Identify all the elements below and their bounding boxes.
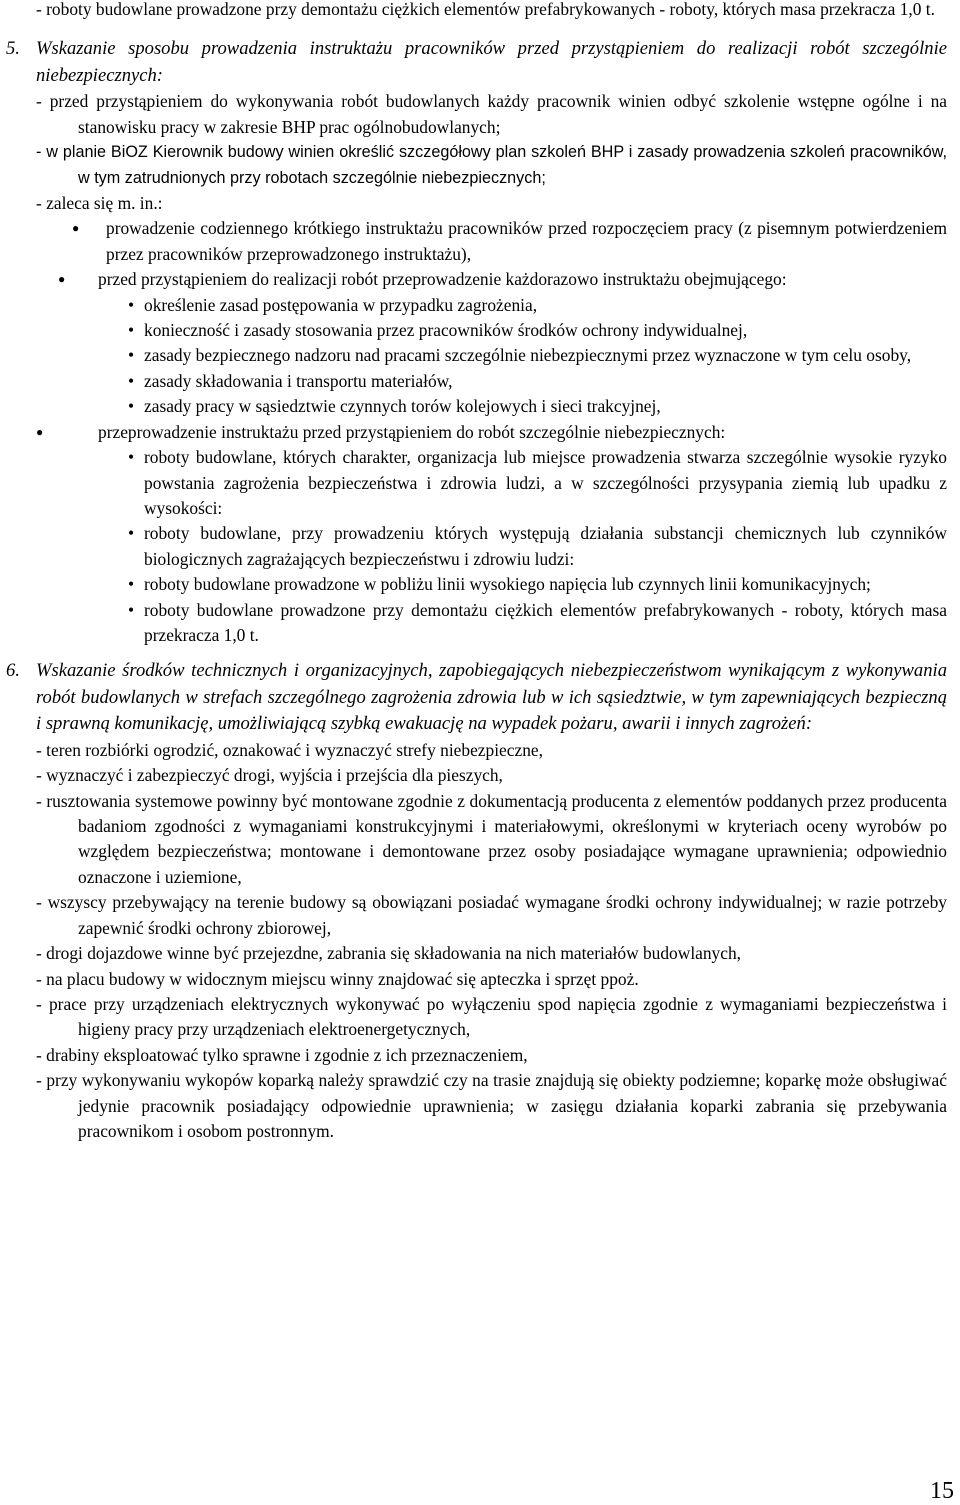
page-number: 15 (930, 1478, 954, 1504)
document-body (6, 0, 947, 1144)
sub-bullet: • roboty budowlane prowadzone przy demontażu ciężkich elementów prefabrykowanych - roboty, których masa przekracza 1,0 t. (128, 599, 947, 645)
bullet-icon: • (128, 574, 135, 595)
bullet-icon: • (128, 599, 135, 620)
bullet-icon: • (128, 294, 135, 315)
sub-bullet: • roboty budowlane, których charakter, organizacja lub miejsce prowadzenia stwarza szczególnie wysokie ryzyko powstania zagrożenia bezpieczeństwa i zdrowia ludzi, a w szczególności przysypania ziemią lub upadku z wysokości: (128, 447, 947, 518)
bullet-icon: • (128, 320, 135, 341)
section-6-item: - prace przy urządzeniach elektrycznych wykonywać po wyłączeniu spod napięcia zgodnie z wymaganiami bezpieczeństwa i higieny pracy przy urządzeniach elektroenergetycznych, (36, 993, 947, 1040)
section-6-title: Wskazanie środków technicznych i organizacyjnych, zapobiegających niebezpieczeństwom wynikającym z wykonywania robót budowlanych w strefach szczególnego zagrożenia zdrowia lub w ich sąsiedztwie, w tym zapewniających bezpieczną i sprawną komunikację, umożliwiającą szybką ewakuację na wypadek pożaru, awarii i innych zagrożeń: (36, 660, 947, 735)
sub-bullet: • zasady składowania i transportu materiałów, (36, 369, 947, 394)
bullet-instruction-dangerous-works: ● przeprowadzenie instruktażu przed przystąpieniem do robót szczególnie niebezpiecznych: (36, 420, 947, 445)
section-6-item: - drogi dojazdowe winne być przejezdne, zabrania się składowania na nich materiałów budowlanych, (36, 943, 742, 964)
black-circle-icon: ● (36, 424, 44, 439)
sub-bullet: • roboty budowlane, przy prowadzeniu których występują działania substancji chemicznych lub czynników biologicznych zagrażających bezpieczeństwu i zdrowiu ludzi: (128, 523, 947, 569)
section-5-item-2: - w planie BiOZ Kierownik budowy winien określić szczegółowy plan szkoleń BHP i zasady prowadzenia szkoleń pracowników, w tym zatrudnionych przy robotach szczególnie niebezpiecznych; (36, 143, 947, 187)
bullet-icon: • (128, 523, 135, 544)
section-6-item: - drabiny eksploatować tylko sprawne i zgodnie z ich przeznaczeniem, (36, 1044, 528, 1065)
section-5 (6, 36, 947, 89)
top-continuation-line: - roboty budowlane prowadzone przy demontażu ciężkich elementów prefabrykowanych - roboty, których masa przekracza 1,0 t. (36, 0, 935, 19)
section-6-item: - wszyscy przebywający na terenie budowy są obowiązani posiadać wymagane środki ochrony indywidualnej; w razie potrzeby zapewnić środki ochrony zbiorowej, (36, 892, 947, 938)
sub-bullet: • określenie zasad postępowania w przypadku zagrożenia, (36, 293, 947, 318)
section-6-item: - rusztowania systemowe powinny być montowane zgodnie z dokumentacją producenta z elementów poddanych przez producenta badaniom zgodności z wymaganiami konstrukcyjnymi i materiałowymi, określonymi w kryteriach oceny wyrobów po względem bezpieczeństwa; montowane i demontowane przez osoby posiadające wymagane uprawnienia; odpowiednio oznaczone i uziemione, (36, 790, 947, 887)
bullet-icon: • (128, 447, 135, 468)
section-6-item: - wyznaczyć i zabezpieczyć drogi, wyjścia i przejścia dla pieszych, (36, 765, 503, 786)
section-6-item: - na placu budowy w widocznym miejscu winny znajdować się apteczka i sprzęt ppoż. (36, 968, 639, 989)
sub-bullet: • konieczność i zasady stosowania przez pracowników środków ochrony indywidualnej, (36, 318, 947, 343)
bullet-icon: • (128, 396, 135, 417)
sub-bullet: • roboty budowlane prowadzone w pobliżu linii wysokiego napięcia lub czynnych linii komunikacyjnych; (36, 572, 947, 597)
bullet-icon: • (128, 345, 135, 366)
section-6 (6, 658, 947, 738)
section-6-item: - teren rozbiórki ogrodzić, oznakować i wyznaczyć strefy niebezpieczne, (36, 739, 543, 760)
bullet-instruction-daily: ● prowadzenie codziennego krótkiego instruktażu pracowników przed rozpoczęciem pracy (z pisemnym potwierdzeniem przez pracowników przeprowadzonego instruktażu), (72, 218, 947, 264)
sub-bullet: • zasady bezpiecznego nadzoru nad pracami szczególnie niebezpiecznymi przez wyznaczone w tym celu osoby, (36, 343, 947, 368)
section-5-title: Wskazanie sposobu prowadzenia instruktażu pracowników przed przystąpieniem do realizacji robót szczególnie niebezpiecznych: (36, 38, 947, 86)
section-6-item: - przy wykonywaniu wykopów koparką należy sprawdzić czy na trasie znajdują się obiekty podziemne; koparkę może obsługiwać jedynie pracownik posiadający odpowiednie uprawnienia; w zasięgu działania koparki zabrania się przebywania pracownikom i osobom postronnym. (36, 1070, 947, 1141)
sub-bullet: • zasady pracy w sąsiedztwie czynnych torów kolejowych i sieci trakcyjnej, (36, 394, 947, 419)
bullet-instruction-before-works: ● przed przystąpieniem do realizacji robót przeprowadzenie każdorazowo instruktażu obejmującego: (36, 267, 947, 292)
section-5-number: 5. (6, 38, 20, 60)
section-5-item-1: - przed przystąpieniem do wykonywania robót budowlanych każdy pracownik winien odbyć szkolenie wstępne ogólne i na stanowisku pracy w zakresie BHP prac ogólnobudowlanych; (36, 91, 947, 137)
black-circle-icon: ● (58, 272, 66, 287)
bullet-icon: • (128, 370, 135, 391)
black-circle-icon: ● (72, 221, 80, 236)
section-5-item-3: - zaleca się m. in.: (36, 193, 163, 214)
section-6-number: 6. (6, 660, 20, 682)
